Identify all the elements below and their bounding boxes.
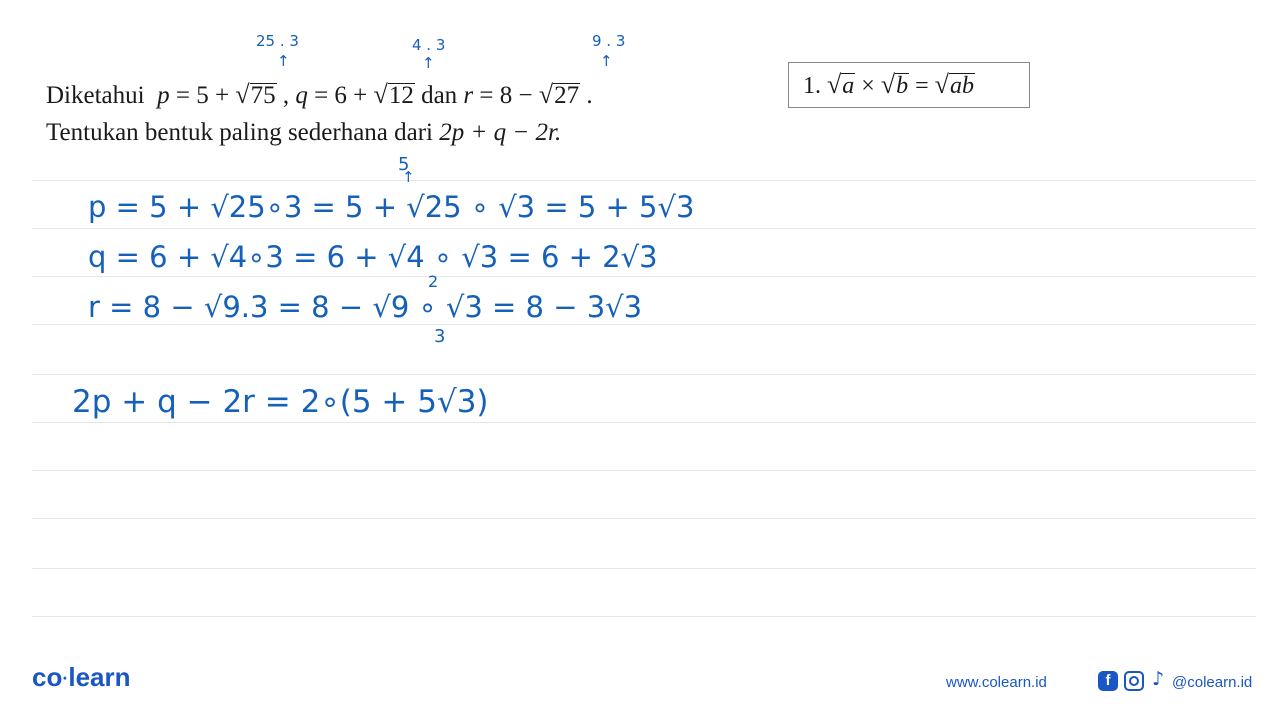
annotation-75: 25 . 3 [256, 32, 299, 50]
annotation-three: 3 [434, 326, 446, 347]
dan-word: dan [414, 82, 464, 109]
q-equation: = 6 + [307, 82, 374, 109]
sqrt-symbol: √ [373, 80, 388, 109]
hint-number: 1. [803, 73, 821, 99]
p-equation: = 5 + [169, 82, 236, 109]
annotation-five: 5 [398, 154, 410, 175]
arrow-icon: ↑ [600, 52, 613, 70]
ruled-line [32, 470, 1256, 471]
ruled-line [32, 568, 1256, 569]
hint-ab: ab [949, 73, 974, 99]
ruled-line [32, 616, 1256, 617]
r-variable: r [463, 82, 474, 109]
hint-b: b [896, 73, 909, 99]
problem-lead: Diketahui [46, 82, 145, 109]
arrow-icon: ↑ [277, 52, 290, 70]
times-symbol: × [855, 73, 881, 99]
problem-instruction: Tentukan bentuk paling sederhana dari [46, 119, 440, 146]
p-working-row: p = 5 + √25∘3 = 5 + √25 ∘ √3 = 5 + 5√3 [88, 190, 695, 224]
ruled-line [32, 276, 1256, 277]
sqrt-symbol: √ [538, 80, 554, 109]
ruled-line [32, 374, 1256, 375]
hint-a: a [842, 73, 855, 99]
r-radicand: 27 [554, 82, 580, 109]
final-working-row: 2p + q − 2r = 2∘(5 + 5√3) [72, 384, 489, 420]
problem-line-2 [46, 118, 561, 148]
equals-symbol: = [909, 73, 935, 99]
annotation-two: 2 [428, 272, 439, 291]
logo-dot: · [62, 668, 69, 689]
q-variable: q [295, 82, 308, 109]
comma: , [276, 82, 296, 109]
r-working-row: r = 8 − √9.3 = 8 − √9 ∘ √3 = 8 − 3√3 [88, 290, 643, 324]
tiktok-icon[interactable]: ♪ [1152, 668, 1165, 690]
ruled-line [32, 228, 1256, 229]
colearn-logo [32, 662, 131, 693]
problem-expression: 2p + q − 2r. [439, 119, 562, 146]
ruled-line [32, 180, 1256, 181]
p-variable: p [157, 82, 170, 109]
r-equation: = 8 − [473, 82, 539, 109]
sqrt-symbol: √ [880, 70, 896, 99]
period: . [580, 82, 593, 109]
sqrt-symbol: √ [235, 80, 250, 109]
sqrt-symbol: √ [934, 70, 949, 99]
website-link[interactable]: www.colearn.id [946, 674, 1047, 691]
facebook-icon[interactable]: f [1098, 671, 1118, 691]
problem-line-1 [46, 80, 593, 111]
ruled-line [32, 518, 1256, 519]
ruled-line [32, 324, 1256, 325]
arrow-icon: ↑ [422, 54, 435, 72]
hint-box [788, 62, 1030, 108]
q-working-row: q = 6 + √4∘3 = 6 + √4 ∘ √3 = 6 + 2√3 [88, 240, 658, 274]
p-radicand: 75 [250, 82, 276, 109]
q-radicand: 12 [388, 82, 414, 109]
instagram-icon[interactable] [1124, 671, 1144, 691]
sqrt-symbol: √ [827, 70, 842, 99]
social-handle[interactable]: @colearn.id [1172, 674, 1253, 691]
logo-part-learn: learn [68, 662, 131, 692]
logo-part-co: co [32, 662, 63, 692]
annotation-12: 4 . 3 [412, 36, 446, 54]
annotation-27: 9 . 3 [592, 32, 626, 50]
ruled-line [32, 422, 1256, 423]
arrow-icon: ↑ [402, 168, 415, 186]
